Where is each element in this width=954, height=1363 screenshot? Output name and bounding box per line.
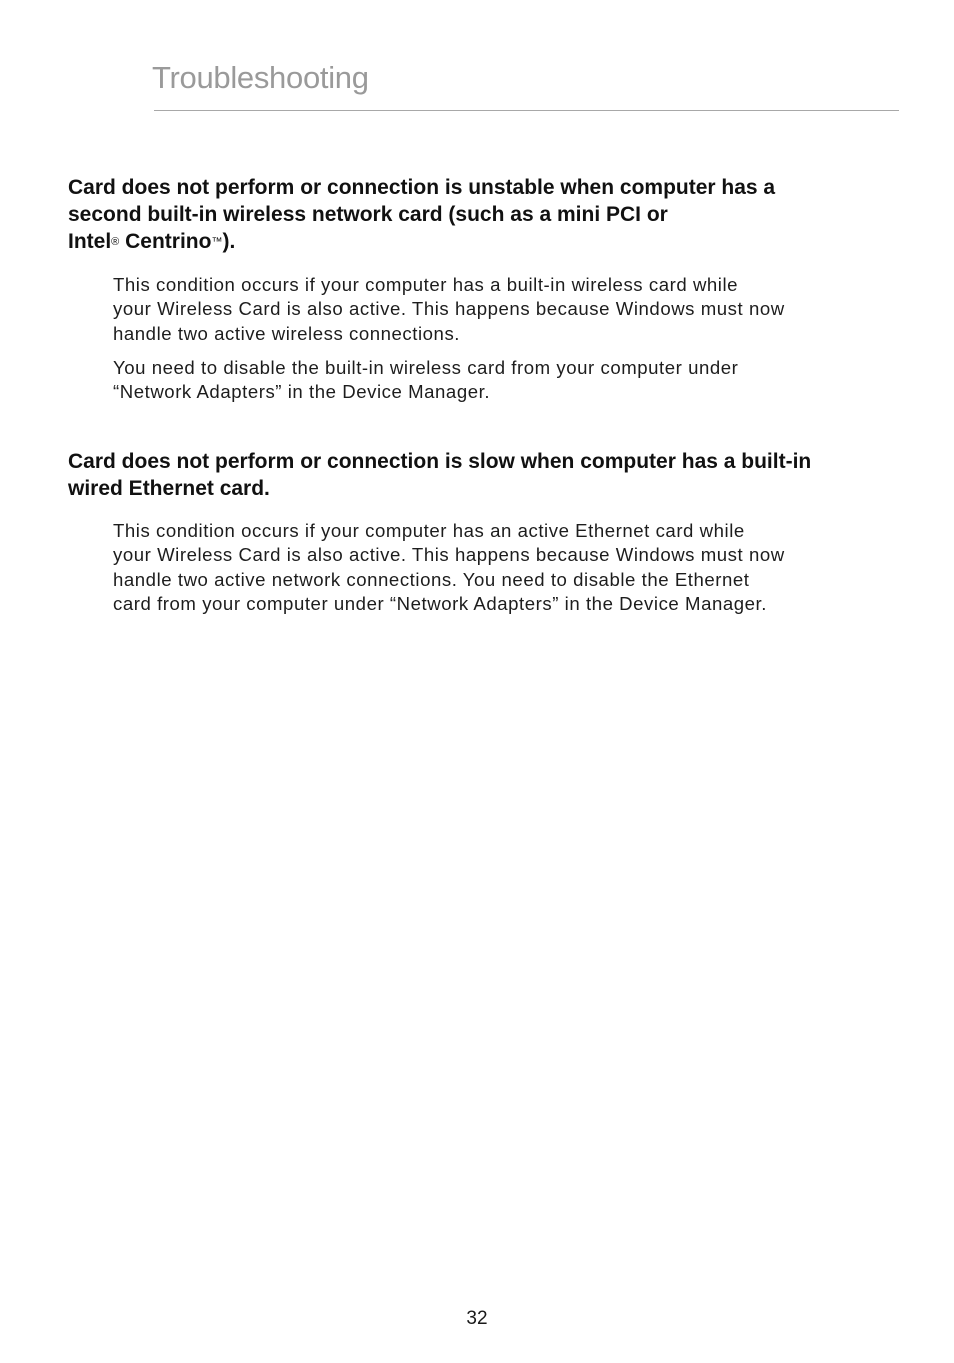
heading-line: second built-in wireless network card (such as a mini PCI or (68, 203, 668, 226)
paragraph-line: card from your computer under “Network Adapters” in the Device Manager. (113, 592, 767, 614)
heading-centrino: Centrino (119, 230, 212, 253)
paragraph-line: You need to disable the built-in wireless card from your computer under (113, 356, 739, 378)
paragraph-line: This condition occurs if your computer has a built-in wireless card while (113, 274, 739, 295)
heading-line: wired Ethernet card. (68, 477, 270, 500)
heading-close: ). (222, 230, 236, 253)
section-heading (68, 174, 898, 256)
page-title: Troubleshooting (152, 60, 369, 95)
troubleshooting-section-unstable-connection (68, 174, 898, 414)
heading-line: Card does not perform or connection is unstable when computer has a (68, 176, 776, 199)
page-number: 32 (466, 1308, 488, 1329)
section-body (113, 273, 893, 404)
paragraph-line: “Network Adapters” in the Device Manager. (113, 381, 491, 403)
paragraph-line: your Wireless Card is also active. This happens because Windows must now (113, 298, 785, 320)
section-body (113, 519, 893, 616)
paragraph-line: This condition occurs if your computer has an active Ethernet card while (113, 520, 745, 541)
heading-intel: Intel (68, 230, 112, 253)
paragraph-line: handle two active wireless connections. (113, 322, 461, 344)
heading-line: Card does not perform or connection is slow when computer has a built-in (68, 450, 812, 473)
paragraph-line: handle two active network connections. You need to disable the Ethernet (113, 568, 750, 590)
registered-mark: ® (111, 236, 120, 248)
body-paragraph (113, 273, 893, 346)
heading-line (68, 228, 898, 256)
section-heading (68, 448, 898, 502)
paragraph-line: your Wireless Card is also active. This happens because Windows must now (113, 544, 785, 566)
body-paragraph (113, 519, 893, 616)
header-divider (154, 110, 899, 111)
troubleshooting-section-slow-connection (68, 448, 898, 626)
trademark-mark: ™ (211, 236, 223, 248)
body-paragraph (113, 356, 893, 405)
